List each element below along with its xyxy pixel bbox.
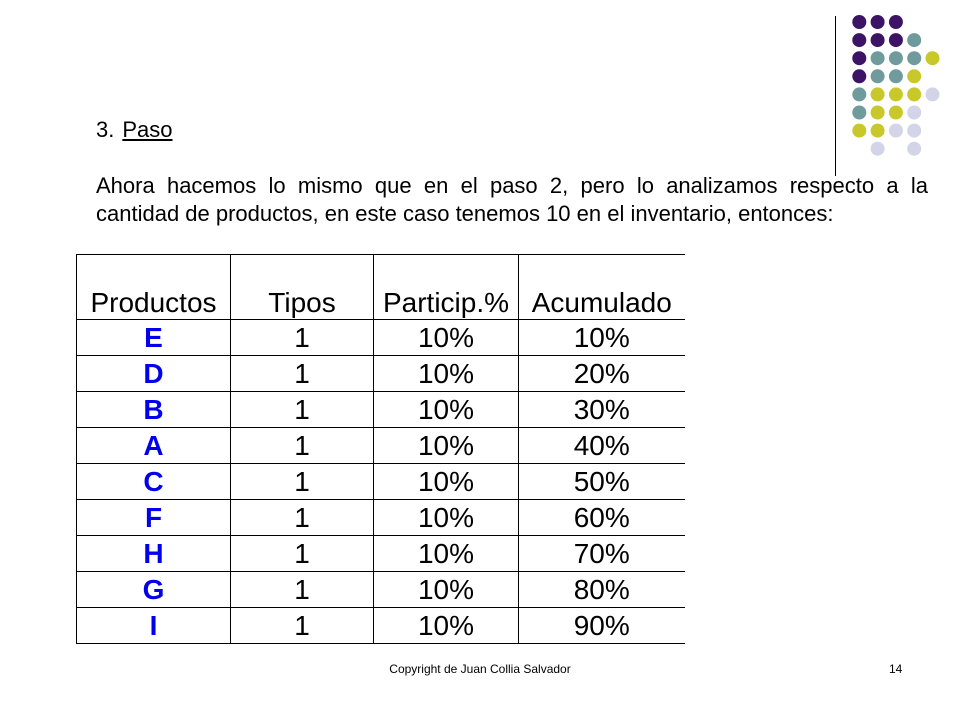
particip-cell: 10%: [374, 356, 519, 392]
decorative-dot: [871, 15, 885, 29]
decorative-dot: [852, 106, 866, 120]
decorative-dot: [889, 106, 903, 120]
tipos-cell: 1: [231, 392, 374, 428]
page-number: 14: [889, 662, 903, 676]
decorative-dot: [871, 51, 885, 65]
decorative-dot: [852, 69, 866, 83]
decorative-dot: [889, 87, 903, 101]
table-row: [77, 608, 685, 644]
particip-cell: 10%: [374, 428, 519, 464]
product-cell: E: [77, 320, 231, 356]
heading-number: 3.: [96, 117, 115, 142]
decorative-dot-grid: [0, 0, 960, 170]
product-cell: C: [77, 464, 231, 500]
column-header-acumulado: Acumulado: [519, 255, 685, 320]
decorative-dot: [852, 33, 866, 47]
tipos-cell: 1: [231, 536, 374, 572]
acumulado-cell: 50%: [519, 464, 685, 500]
table-row: [77, 572, 685, 608]
decorative-dot: [852, 124, 866, 138]
heading-text: Paso: [122, 117, 173, 142]
decorative-dot: [871, 106, 885, 120]
acumulado-cell: 40%: [519, 428, 685, 464]
decorative-dot: [852, 87, 866, 101]
table-row: [77, 428, 685, 464]
decorative-dot: [871, 124, 885, 138]
tipos-cell: 1: [231, 500, 374, 536]
vertical-divider: [835, 16, 836, 176]
tipos-cell: 1: [231, 428, 374, 464]
product-cell: A: [77, 428, 231, 464]
product-cell: D: [77, 356, 231, 392]
decorative-dot: [907, 124, 921, 138]
decorative-dot: [852, 15, 866, 29]
acumulado-cell: 80%: [519, 572, 685, 608]
table-row: [77, 320, 685, 356]
decorative-dot: [852, 51, 866, 65]
decorative-dot: [871, 69, 885, 83]
decorative-dot: [889, 15, 903, 29]
column-header-particip: Particip.%: [374, 255, 519, 320]
body-paragraph: Ahora hacemos lo mismo que en el paso 2, pero lo analizamos respecto a la cantidad de productos, en este caso tenemos 10 en el inventario, entonces:: [96, 173, 928, 226]
decorative-dot: [907, 51, 921, 65]
decorative-dot: [871, 33, 885, 47]
particip-cell: 10%: [374, 500, 519, 536]
acumulado-cell: 10%: [519, 320, 685, 356]
acumulado-cell: 30%: [519, 392, 685, 428]
product-cell: H: [77, 536, 231, 572]
product-cell: F: [77, 500, 231, 536]
table-row: [77, 464, 685, 500]
particip-cell: 10%: [374, 572, 519, 608]
decorative-dot: [871, 142, 885, 156]
inventory-table: [76, 254, 685, 644]
decorative-dot: [889, 124, 903, 138]
decorative-dot: [907, 142, 921, 156]
decorative-dot: [907, 87, 921, 101]
decorative-dot: [889, 33, 903, 47]
decorative-dot: [889, 51, 903, 65]
product-cell: I: [77, 608, 231, 644]
product-cell: G: [77, 572, 231, 608]
table-header-row: [77, 255, 685, 320]
particip-cell: 10%: [374, 608, 519, 644]
tipos-cell: 1: [231, 608, 374, 644]
decorative-dot: [907, 33, 921, 47]
slide-heading: [96, 117, 173, 143]
table-row: [77, 536, 685, 572]
particip-cell: 10%: [374, 536, 519, 572]
acumulado-cell: 20%: [519, 356, 685, 392]
decorative-dot: [907, 106, 921, 120]
acumulado-cell: 70%: [519, 536, 685, 572]
table-row: [77, 356, 685, 392]
table-row: [77, 392, 685, 428]
column-header-tipos: Tipos: [231, 255, 374, 320]
particip-cell: 10%: [374, 320, 519, 356]
tipos-cell: 1: [231, 572, 374, 608]
particip-cell: 10%: [374, 392, 519, 428]
decorative-dot: [907, 69, 921, 83]
tipos-cell: 1: [231, 464, 374, 500]
decorative-dot: [926, 87, 940, 101]
table-row: [77, 500, 685, 536]
acumulado-cell: 60%: [519, 500, 685, 536]
decorative-dot: [926, 51, 940, 65]
decorative-dot: [871, 87, 885, 101]
tipos-cell: 1: [231, 320, 374, 356]
particip-cell: 10%: [374, 464, 519, 500]
tipos-cell: 1: [231, 356, 374, 392]
decorative-dot: [889, 69, 903, 83]
footer-copyright: Copyright de Juan Collia Salvador: [389, 662, 571, 676]
product-cell: B: [77, 392, 231, 428]
acumulado-cell: 90%: [519, 608, 685, 644]
column-header-productos: Productos: [77, 255, 231, 320]
